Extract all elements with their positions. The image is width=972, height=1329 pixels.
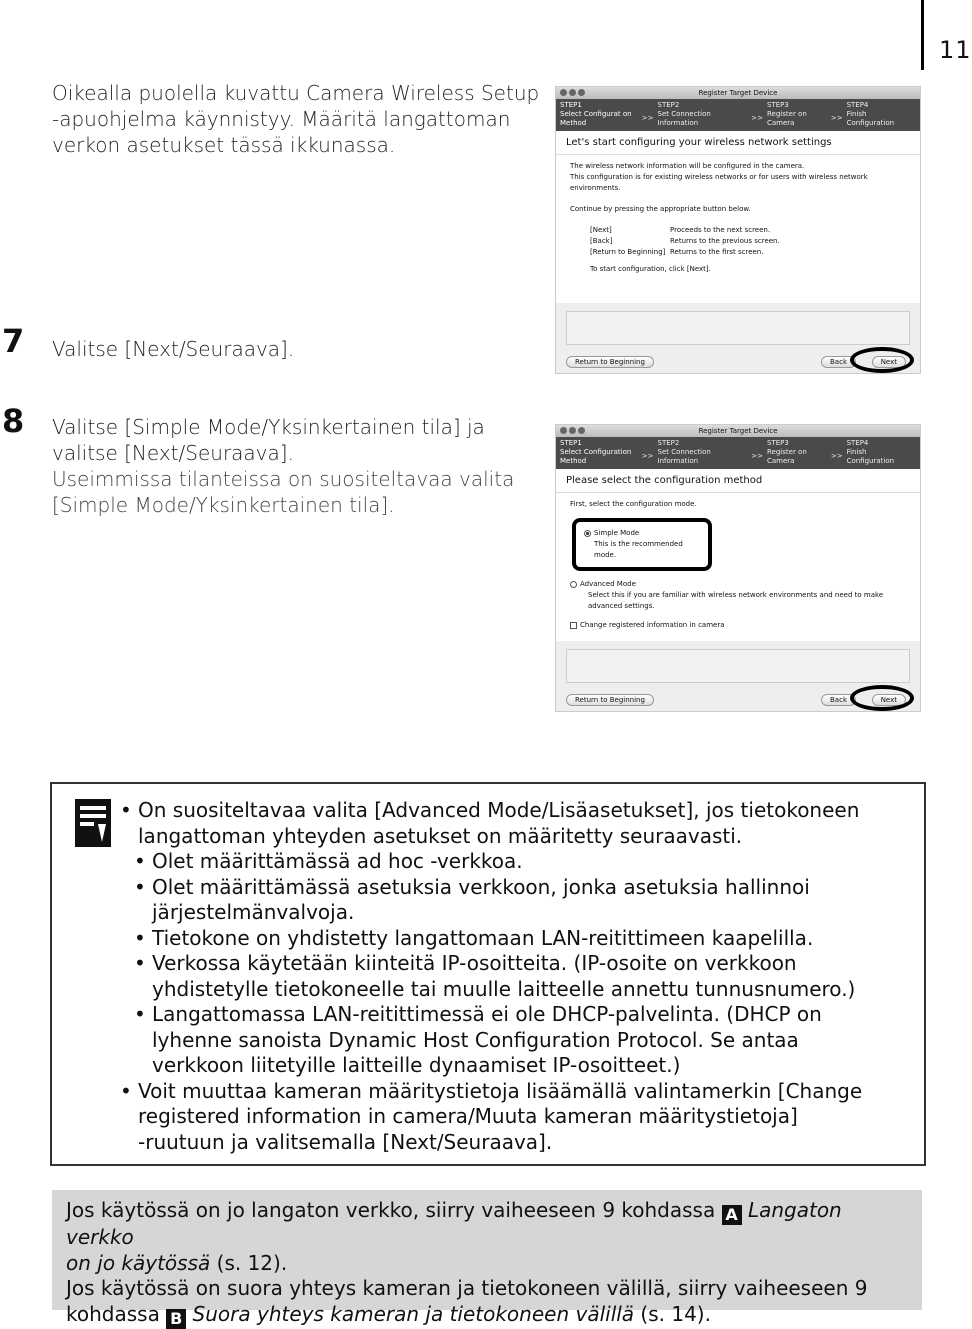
note-sub-bullet: • Tietokone on yhdistetty langattomaan LAN-reitittimeen kaapelilla. (120, 926, 910, 952)
radio-selected-icon[interactable] (584, 530, 591, 537)
step-8-note-line: [Simple Mode/Yksinkertainen tila]. (52, 493, 395, 517)
infobar-line: Jos käytössä on jo langaton verkko, siirry vaiheeseen 9 kohdassa A Langaton verkko (66, 1198, 842, 1249)
start-text: To start configuration, click [Next]. (590, 265, 711, 273)
step-arrow: >> (751, 452, 763, 460)
advanced-mode-desc: Select this if you are familiar with wireless network environments and need to make advanced settings. (588, 591, 884, 610)
next-highlight-circle (850, 685, 914, 711)
window-heading: Let's start configuring your wireless network settings (556, 131, 920, 155)
simple-mode-desc: This is the recommended mode. (594, 540, 683, 559)
memo-icon (74, 798, 112, 848)
window-title: Register Target Device (698, 89, 778, 97)
step-bar (556, 437, 920, 469)
radio-icon[interactable] (570, 581, 577, 588)
button-help-row: [Return to Beginning] Returns to the first screen. (590, 248, 764, 256)
step-3: STEP3 Register on Camera (767, 101, 807, 127)
note-sub-bullet: • Langattomassa LAN-reitittimessä ei ole DHCP-palvelinta. (DHCP on lyhenne sanoista Dynamic Host Configuration Protocol. Se antaa verkkoon liitetyille laitteille dynaamiset IP-osoitteet.) (120, 1002, 910, 1079)
next-highlight-circle (850, 347, 914, 373)
infobar-line: on jo käytössä (s. 12). (66, 1250, 288, 1275)
message-area (566, 311, 910, 345)
first-instruction: First, select the configuration mode. (570, 500, 697, 508)
register-target-device-window-1 (555, 86, 921, 374)
window-body (556, 155, 920, 303)
window-heading: Please select the configuration method (556, 469, 920, 493)
step-4: STEP4 Finish Configuration (846, 101, 895, 127)
return-to-beginning-button[interactable]: Return to Beginning (566, 356, 654, 368)
note-bullet: • Voit muuttaa kameran määritystietoja lisäämällä valintamerkin [Change registered information in camera/Muuta kameran määritystietoja] -ruutuun ja valitsemalla [Next/Seuraava]. (120, 1079, 910, 1156)
intro-line: -apuohjelma käynnistyy. Määritä langattoman (52, 107, 511, 131)
step-8-line: Valitse [Simple Mode/Yksinkertainen tila] ja (52, 415, 485, 439)
step-1: STEP1 Select Configuration Method (560, 439, 632, 465)
advanced-mode-notebox (50, 782, 926, 1166)
step-arrow: >> (830, 114, 843, 122)
simple-mode-highlight (572, 518, 712, 571)
infobar-line: Jos käytössä on suora yhteys kameran ja tietokoneen välillä, siirry vaiheeseen 9 (66, 1276, 868, 1300)
step-7-number: 7 (2, 322, 25, 360)
step-bar (556, 99, 920, 131)
window-controls[interactable] (560, 89, 585, 96)
desc-line: The wireless network information will be configured in the camera. (570, 162, 805, 170)
intro-line: Oikealla puolella kuvattu Camera Wireless Setup (52, 81, 540, 105)
step-8-number: 8 (2, 402, 25, 440)
button-help-row: [Next] Proceeds to the next screen. (590, 226, 771, 234)
back-button[interactable]: Back (821, 694, 856, 706)
step-2: STEP2 Set Connection Information (657, 101, 711, 127)
button-bar (556, 691, 920, 713)
step-arrow: >> (830, 452, 843, 460)
note-bullet: • On suositeltavaa valita [Advanced Mode/Lisäasetukset], jos tietokoneen langattoman yhteyden asetukset on määritetty seuraavasti. (120, 798, 910, 849)
step-3: STEP3 Register on Camera (767, 439, 807, 465)
intro-line: verkon asetukset tässä ikkunassa. (52, 133, 396, 157)
section-b-badge: B (166, 1309, 186, 1329)
step-2: STEP2 Set Connection Information (657, 439, 711, 465)
next-button[interactable]: Next (872, 694, 906, 706)
return-to-beginning-button[interactable]: Return to Beginning (566, 694, 654, 706)
change-info-checkbox[interactable]: Change registered information in camera (570, 620, 906, 631)
step-4: STEP4 Finish Configuration (846, 439, 895, 465)
advanced-mode-option[interactable]: Advanced Mode (570, 579, 906, 590)
next-button[interactable]: Next (872, 356, 906, 368)
page-number: 11 (939, 36, 972, 64)
step-8-line: valitse [Next/Seuraava]. (52, 441, 294, 465)
infobar-line: kohdassa B Suora yhteys kameran ja tietokoneen välillä (s. 14). (66, 1301, 711, 1328)
checkbox-icon[interactable] (570, 622, 577, 629)
step-1: STEP1 Select Configurat on Method (560, 101, 632, 127)
note-sub-bullet: • Olet määrittämässä ad hoc -verkkoa. (120, 849, 910, 875)
step-arrow: >> (641, 114, 654, 122)
instruction: Continue by pressing the appropriate button below. (570, 205, 751, 213)
register-target-device-window-2 (555, 424, 921, 712)
note-sub-bullet: • Verkossa käytetään kiinteitä IP-osoitteita. (IP-osoite on verkkoon yhdistetylle tietokoneelle tai muulle laitteelle annettu tunnusnumero.) (120, 951, 910, 1002)
window-titlebar (556, 87, 920, 99)
step-arrow: >> (751, 114, 763, 122)
note-sub-bullet: • Olet määrittämässä asetuksia verkkoon, jonka asetuksia hallinnoi järjestelmänvalvoja. (120, 875, 910, 926)
step-7-text: Valitse [Next/Seuraava]. (52, 337, 295, 361)
window-title: Register Target Device (698, 427, 778, 435)
section-a-badge: A (722, 1205, 742, 1225)
intro-paragraph (52, 80, 539, 158)
message-area (566, 649, 910, 683)
step-8-note-line: Useimmissa tilanteissa on suositeltavaa valita (52, 467, 515, 491)
desc-line: This configuration is for existing wireless networks or for users with wireless network environments. (570, 173, 868, 192)
step-8-text (52, 414, 514, 518)
button-bar (556, 353, 920, 375)
simple-mode-option[interactable]: Simple Mode (584, 528, 700, 539)
back-button[interactable]: Back (821, 356, 856, 368)
window-titlebar (556, 425, 920, 437)
window-controls[interactable] (560, 427, 585, 434)
button-help-row: [Back] Returns to the previous screen. (590, 237, 780, 245)
cross-reference-bar (52, 1190, 922, 1328)
page-rule (921, 0, 924, 70)
window-body (556, 493, 920, 641)
step-arrow: >> (641, 452, 654, 460)
